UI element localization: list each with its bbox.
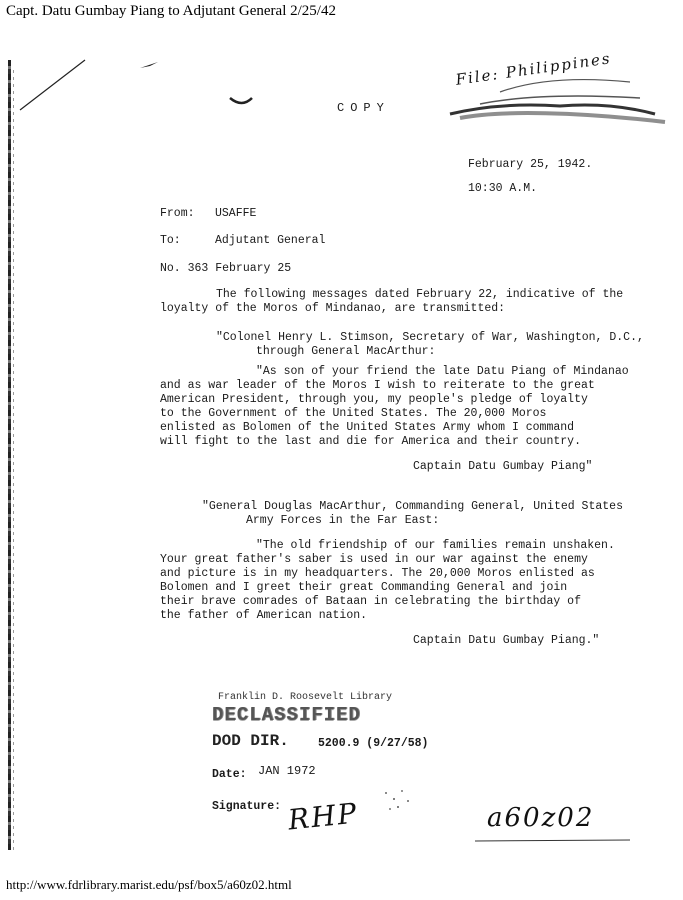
message1-body-line: enlisted as Bolomen of the United States Army whom I command bbox=[160, 421, 575, 434]
source-url[interactable]: http://www.fdrlibrary.marist.edu/psf/box5/a60z02.html bbox=[6, 877, 292, 892]
message2-body-line: and picture is in my headquarters. The 20,000 Moros enlisted as bbox=[160, 567, 595, 580]
message2-body-line: Bolomen and I greet their great Commanding General and join bbox=[160, 581, 568, 594]
intro-line: The following messages dated February 22, indicative of the bbox=[216, 288, 624, 301]
message2-body-line: "The old friendship of our families remain unshaken. bbox=[256, 539, 615, 552]
to-label: To: bbox=[160, 234, 181, 247]
stamp-date-label: Date: bbox=[212, 768, 247, 781]
message2-body-line: their brave comrades of Bataan in celebrating the birthday of bbox=[160, 595, 581, 608]
message1-body-line: "As son of your friend the late Datu Piang of Mindanao bbox=[256, 365, 629, 378]
message2-body-line: Your great father's saber is used in our war against the enemy bbox=[160, 553, 588, 566]
message1-body-line: American President, through you, my people's pledge of loyalty bbox=[160, 393, 588, 406]
stamp-dod-prefix: DOD DIR. bbox=[212, 732, 289, 750]
letter-time: 10:30 A.M. bbox=[468, 182, 538, 195]
message1-address: through General MacArthur: bbox=[256, 345, 436, 358]
to-value: Adjutant General bbox=[215, 234, 326, 247]
page-title: Capt. Datu Gumbay Piang to Adjutant General 2/25/42 bbox=[6, 3, 336, 19]
from-value: USAFFE bbox=[215, 207, 257, 220]
message1-address: "Colonel Henry L. Stimson, Secretary of War, Washington, D.C., bbox=[216, 331, 644, 344]
from-label: From: bbox=[160, 207, 195, 220]
letter-date: February 25, 1942. bbox=[468, 158, 593, 171]
message2-address: Army Forces in the Far East: bbox=[246, 514, 440, 527]
message2-body-line: the father of American nation. bbox=[160, 609, 368, 622]
stamp-library: Franklin D. Roosevelt Library bbox=[218, 692, 393, 703]
message2-address: "General Douglas MacArthur, Commanding General, United States bbox=[202, 500, 623, 513]
stamp-signature-label: Signature: bbox=[212, 800, 282, 813]
file-annotation: File: Philippines bbox=[454, 49, 613, 89]
stamp-declassified: DECLASSIFIED bbox=[212, 704, 361, 726]
stamp-dod-number: 5200.9 (9/27/58) bbox=[318, 737, 429, 750]
message1-body-line: to the Government of the United States. The 20,000 Moros bbox=[160, 407, 547, 420]
message1-signature: Captain Datu Gumbay Piang" bbox=[413, 460, 593, 473]
stamp-signature: RHP bbox=[286, 796, 360, 837]
copy-mark: COPY bbox=[337, 101, 390, 115]
message-number: No. 363 February 25 bbox=[160, 262, 292, 275]
stamp-date-value: JAN 1972 bbox=[258, 764, 316, 778]
document-id: a60z02 bbox=[487, 803, 595, 833]
stamp-speckle bbox=[380, 785, 420, 815]
document-id-underline bbox=[475, 838, 635, 844]
message1-body-line: and as war leader of the Moros I wish to reiterate to the great bbox=[160, 379, 595, 392]
intro-line: loyalty of the Moros of Mindanao, are transmitted: bbox=[160, 302, 506, 315]
message2-signature: Captain Datu Gumbay Piang." bbox=[413, 634, 600, 647]
message1-body-line: will fight to the last and die for America and their country. bbox=[160, 435, 581, 448]
